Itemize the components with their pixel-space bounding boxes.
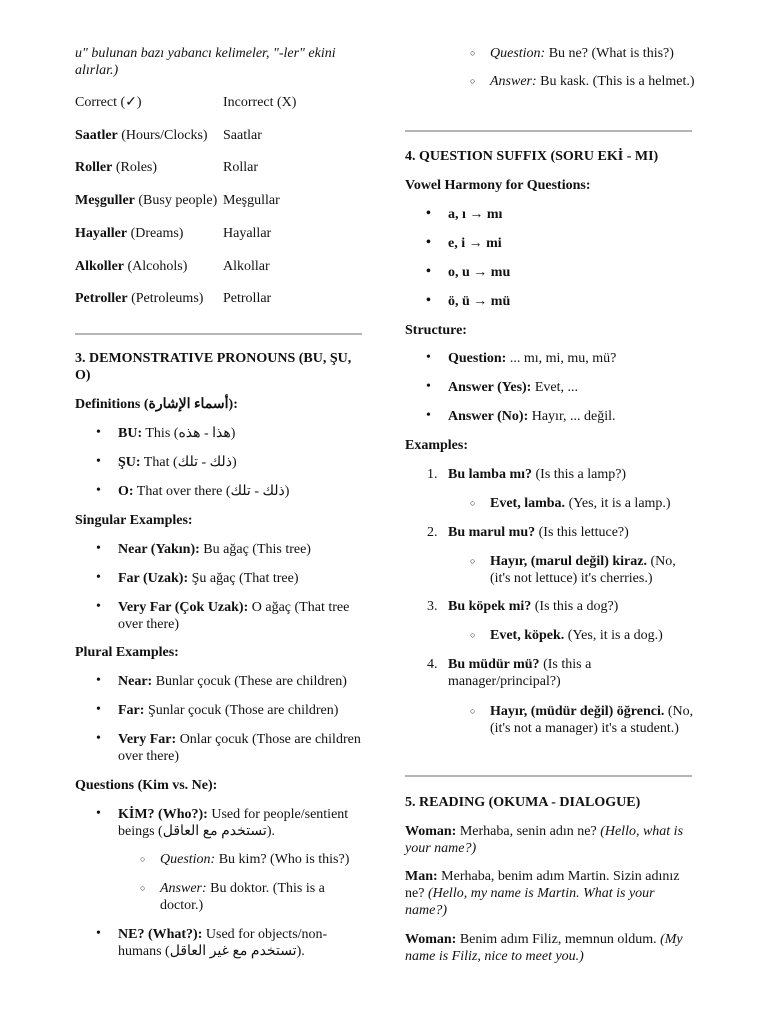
- sub-list-item: ○ Hayır, (müdür değil) öğrenci. (No, (it's not a manager) it's a student.): [470, 704, 694, 736]
- sub-list-item: ○ Hayır, (marul değil) kiraz. (No, (it's not lettuce) it's cherries.): [470, 554, 676, 586]
- list-item: • ö, ü → mü: [426, 293, 511, 309]
- list-item: • Answer (No): Hayır, ... değil.: [426, 408, 616, 424]
- singular-label: Singular Examples:: [75, 513, 193, 528]
- sub-list-item: ○ Answer: Bu doktor. (This is a doctor.): [140, 881, 325, 913]
- dialogue-line: Woman: Benim adım Filiz, memnun oldum. (My name is Filiz, nice to meet you.): [405, 932, 683, 964]
- section-4-title: 4. QUESTION SUFFIX (SORU EKİ - MI): [405, 149, 659, 164]
- numbered-item: 2. Bu marul mu? (Is this lettuce?): [427, 525, 629, 540]
- section-5-title: 5. READING (OKUMA - DIALOGUE): [405, 795, 641, 810]
- list-item: • NE? (What?): Used for objects/non-humans (تستخدم مع غير العاقل).: [96, 926, 328, 959]
- vowel-harmony-label: Vowel Harmony for Questions:: [405, 178, 591, 193]
- list-item: • KİM? (Who?): Used for people/sentient beings (تستخدم مع العاقل).: [96, 806, 349, 839]
- list-item: • Far: Şunlar çocuk (Those are children): [96, 702, 339, 718]
- list-item: • O: That over there (ذلك - تلك): [96, 483, 290, 499]
- list-item: • ŞU: That (ذلك - تلك): [96, 454, 237, 470]
- list-item: • Very Far (Çok Uzak): O ağaç (That tree over there): [96, 599, 350, 632]
- section-divider: [405, 775, 692, 777]
- list-item: • Very Far: Onlar çocuk (Those are children over there): [96, 731, 361, 764]
- list-item: • Answer (Yes): Evet, ...: [426, 379, 578, 395]
- section-3-title: 3. DEMONSTRATIVE PRONOUNS (BU, ŞU, O): [75, 351, 352, 383]
- numbered-item: 1. Bu lamba mı? (Is this a lamp?): [427, 467, 627, 482]
- dialogue-line: Man: Merhaba, benim adım Martin. Sizin adınız ne? (Hello, my name is Martin. What is your name?): [405, 869, 680, 918]
- definitions-label: Definitions (أسماء الإشارة):: [75, 397, 238, 412]
- sub-list-item: ○ Answer: Bu kask. (This is a helmet.): [470, 74, 695, 89]
- incorrect-header: Incorrect (X): [223, 95, 297, 110]
- sub-list-item: ○ Evet, köpek. (Yes, it is a dog.): [470, 628, 663, 643]
- numbered-item: 3. Bu köpek mi? (Is this a dog?): [427, 599, 619, 614]
- list-item: • Near (Yakın): Bu ağaç (This tree): [96, 541, 311, 557]
- sub-list-item: ○ Evet, lamba. (Yes, it is a lamp.): [470, 496, 671, 511]
- list-item: • Question: ... mı, mi, mu, mü?: [426, 350, 617, 366]
- structure-label: Structure:: [405, 323, 467, 338]
- examples-label: Examples:: [405, 438, 468, 453]
- list-item: • e, i → mi: [426, 235, 502, 251]
- list-item: • Near: Bunlar çocuk (These are children): [96, 673, 347, 689]
- sub-list-item: ○ Question: Bu kim? (Who is this?): [140, 852, 350, 867]
- sub-list-item: ○ Question: Bu ne? (What is this?): [470, 46, 674, 61]
- plural-label: Plural Examples:: [75, 645, 179, 660]
- numbered-item: 4. Bu müdür mü? (Is this a manager/principal?): [427, 657, 592, 689]
- section-divider: [405, 130, 692, 132]
- list-item: • a, ı → mı: [426, 206, 503, 222]
- dialogue-line: Woman: Merhaba, senin adın ne? (Hello, what is your name?): [405, 824, 684, 856]
- intro-note: u" bulunan bazı yabancı kelimeler, "-ler" ekini alırlar.): [75, 46, 336, 78]
- list-item: • BU: This (هذا - هذه): [96, 425, 236, 441]
- correct-header: Correct (✓): [75, 95, 142, 110]
- list-item: • Far (Uzak): Şu ağaç (That tree): [96, 570, 299, 586]
- list-item: • o, u → mu: [426, 264, 511, 280]
- section-divider: [75, 333, 362, 335]
- questions-label: Questions (Kim vs. Ne):: [75, 778, 218, 793]
